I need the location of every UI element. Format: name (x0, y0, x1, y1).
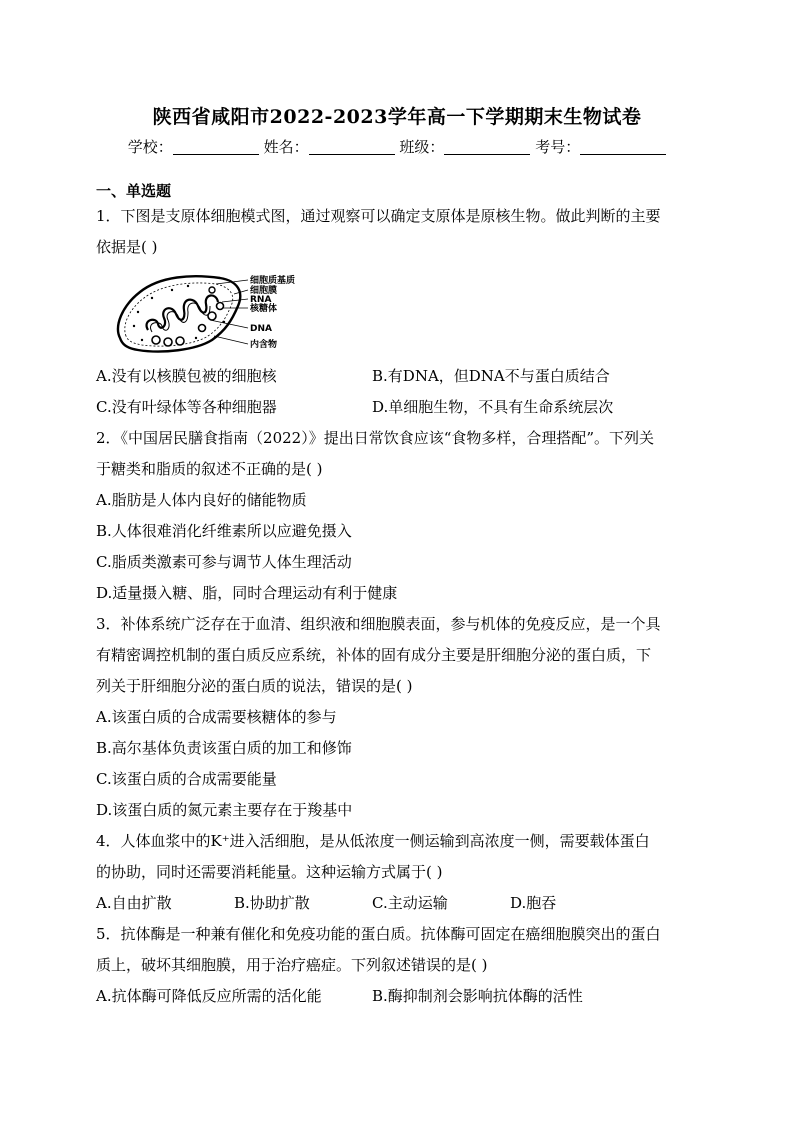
q2-stem-line1: 2．《中国居民膳食指南（2022）》提出日常饮食应该“食物多样，合理搭配”。下列关 (96, 429, 655, 447)
q2-stem-line2: 于糖类和脂质的叙述不正确的是( ) (96, 460, 323, 478)
q3-option-a[interactable]: A.该蛋白质的合成需要核糖体的参与 (96, 708, 337, 726)
ribosome (217, 303, 224, 310)
q2-option-a[interactable]: A.脂肪是人体内良好的储能物质 (96, 491, 307, 509)
q4-option-c[interactable]: C.主动运输 (372, 894, 448, 912)
cell-membrane-outline (118, 276, 240, 351)
figure-label: 内含物 (250, 340, 278, 350)
class-blank[interactable] (444, 139, 530, 155)
q3-stem-line3: 列关于肝细胞分泌的蛋白质的说法，错误的是( ) (96, 677, 413, 695)
student-info-line (0, 136, 794, 157)
ribosome (199, 325, 206, 332)
q3-stem-line1: 3．补体系统广泛存在于血清、组织液和细胞膜表面，参与机体的免疫反应，是一个具 (96, 615, 661, 633)
q4-stem-line2: 的协助，同时还需要消耗能量。这种运输方式属于( ) (96, 863, 443, 881)
ribosome (164, 338, 172, 346)
q1-option-c[interactable]: C.没有叶绿体等各种细胞器 (96, 398, 277, 416)
figure-label: 细胞质基质 (250, 276, 296, 286)
figure-label: 核糖体 (250, 304, 278, 314)
ribosome (208, 312, 216, 320)
page-title: 陕西省咸阳市2022-2023学年高一下学期期末生物试卷 (152, 106, 642, 128)
q1-option-a[interactable]: A.没有以核膜包被的细胞核 (96, 367, 277, 385)
name-blank[interactable] (309, 139, 395, 155)
class-label: 班级： (399, 138, 445, 156)
q3-option-c[interactable]: C.该蛋白质的合成需要能量 (96, 770, 277, 788)
ribosome (176, 337, 184, 345)
q3-option-d[interactable]: D.该蛋白质的氮元素主要存在于羧基中 (96, 801, 353, 819)
q1-stem-line2: 依据是( ) (96, 238, 158, 256)
q3-option-b[interactable]: B.高尔基体负责该蛋白质的加工和修饰 (96, 739, 352, 757)
q4-option-d[interactable]: D.胞吞 (510, 894, 557, 912)
q5-stem-line2: 质上，破坏其细胞膜，用于治疗癌症。下列叙述错误的是( ) (96, 956, 488, 974)
school-label: 学校： (127, 138, 173, 156)
q4-stem-line1: 4．人体血浆中的K⁺进入活细胞，是从低浓度一侧运输到高浓度一侧，需要载体蛋白 (96, 832, 650, 850)
q4-option-b[interactable]: B.协助扩散 (234, 894, 310, 912)
q1-option-d[interactable]: D.单细胞生物，不具有生命系统层次 (372, 398, 614, 416)
exam-no-blank[interactable] (580, 139, 666, 155)
q1-stem-line1: 1．下图是支原体细胞模式图，通过观察可以确定支原体是原核生物。做此判断的主要 (96, 207, 661, 225)
school-blank[interactable] (173, 139, 259, 155)
q2-option-b[interactable]: B.人体很难消化纤维素所以应避免摄入 (96, 522, 352, 540)
q1-option-b[interactable]: B.有DNA，但DNA不与蛋白质结合 (372, 367, 610, 385)
ribosome (209, 287, 215, 293)
figure-label: DNA (250, 324, 272, 334)
q2-option-c[interactable]: C.脂质类激素可参与调节人体生理活动 (96, 553, 352, 571)
q5-option-b[interactable]: B.酶抑制剂会影响抗体酶的活性 (372, 987, 583, 1005)
figure-label: RNA (250, 295, 272, 305)
ribosome (152, 336, 160, 344)
dna-coil (147, 295, 218, 330)
section-title: 一、单选题 (96, 182, 172, 200)
q4-option-a[interactable]: A.自由扩散 (96, 894, 172, 912)
q5-option-a[interactable]: A.抗体酶可降低反应所需的活化能 (96, 987, 322, 1005)
exam-no-label: 考号： (535, 138, 581, 156)
q5-stem-line1: 5．抗体酶是一种兼有催化和免疫功能的蛋白质。抗体酶可固定在癌细胞膜突出的蛋白 (96, 925, 661, 943)
mycoplasma-cell-figure (112, 268, 312, 358)
q3-stem-line2: 有精密调控机制的蛋白质反应系统，补体的固有成分主要是肝细胞分泌的蛋白质，下 (96, 646, 652, 664)
name-label: 姓名： (263, 138, 309, 156)
q2-option-d[interactable]: D.适量摄入糖、脂，同时合理运动有利于健康 (96, 584, 398, 602)
figure-label: 细胞膜 (250, 286, 278, 296)
